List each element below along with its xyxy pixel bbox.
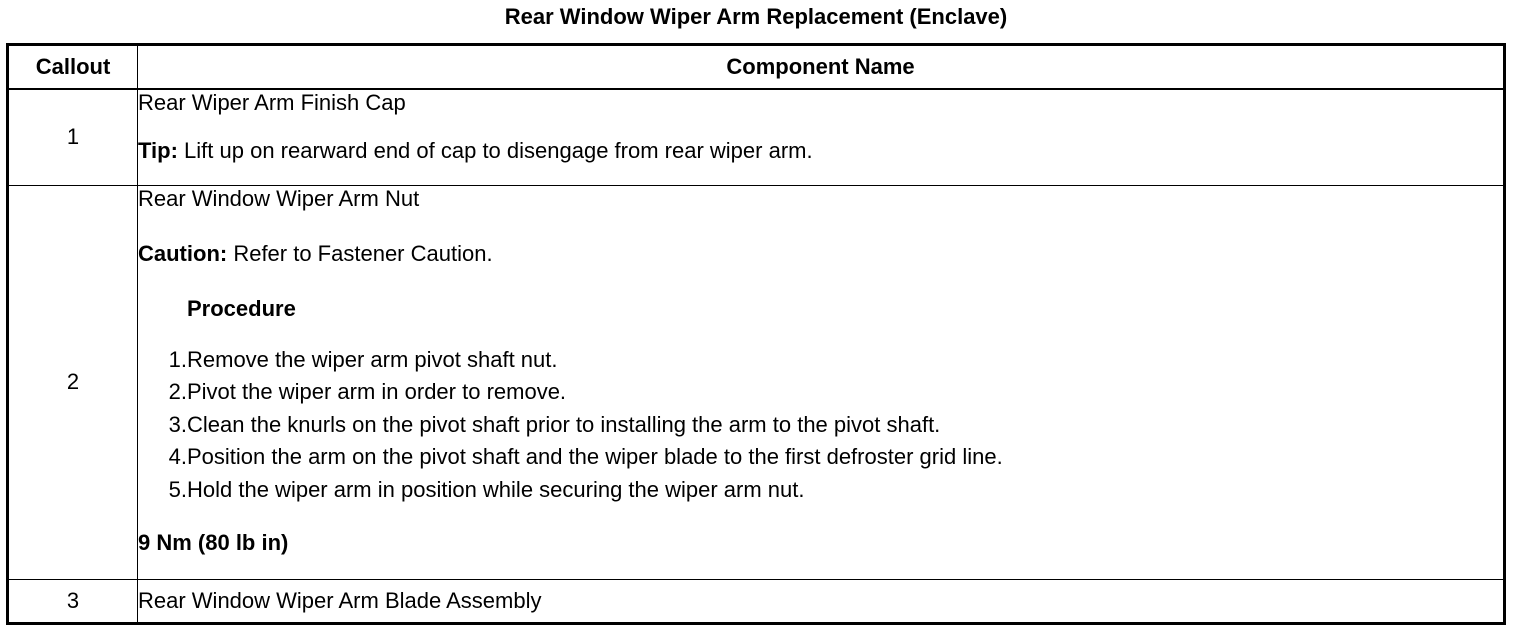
torque-spec: 9 Nm (80 lb in) bbox=[138, 530, 289, 555]
table-header-row bbox=[8, 45, 1505, 90]
step-number: 3. bbox=[168, 411, 187, 437]
component-cell bbox=[138, 579, 1505, 623]
procedure-heading: Procedure bbox=[187, 295, 296, 321]
step-number: 4. bbox=[168, 444, 187, 469]
component-name-column-header: Component Name bbox=[138, 45, 1505, 90]
tip-note bbox=[138, 138, 1503, 164]
step-text: Position the arm on the pivot shaft and the wiper blade to the first defroster grid line. bbox=[187, 444, 1003, 469]
step-text: Hold the wiper arm in position while securing the wiper arm nut. bbox=[187, 476, 805, 502]
step-text: Clean the knurls on the pivot shaft prior to installing the arm to the pivot shaft. bbox=[187, 411, 941, 437]
caution-text: Refer to Fastener Caution. bbox=[227, 240, 493, 266]
caution-note bbox=[138, 241, 1503, 267]
component-name: Rear Window Wiper Arm Blade Assembly bbox=[138, 587, 542, 613]
document-title: Rear Window Wiper Arm Replacement (Enclave) bbox=[504, 4, 1008, 29]
table-row bbox=[8, 579, 1505, 623]
callout-number: 3 bbox=[8, 579, 138, 623]
component-name: Rear Wiper Arm Finish Cap bbox=[138, 90, 406, 115]
procedure-steps bbox=[138, 344, 1503, 507]
callout-column-header: Callout bbox=[8, 45, 138, 90]
component-cell bbox=[138, 89, 1505, 185]
list-item bbox=[138, 441, 1503, 474]
callout-number: 1 bbox=[8, 89, 138, 185]
component-cell bbox=[138, 185, 1505, 579]
table-row bbox=[8, 89, 1505, 185]
step-number: 2. bbox=[168, 379, 187, 404]
tip-label: Tip: bbox=[138, 138, 178, 163]
list-item bbox=[138, 474, 1503, 507]
step-text: Pivot the wiper arm in order to remove. bbox=[187, 379, 567, 404]
list-item bbox=[138, 376, 1503, 409]
callout-number: 2 bbox=[8, 185, 138, 579]
step-number: 5. bbox=[168, 476, 187, 502]
component-table bbox=[6, 43, 1506, 625]
list-item bbox=[138, 344, 1503, 377]
step-text: Remove the wiper arm pivot shaft nut. bbox=[187, 346, 558, 372]
caution-label: Caution: bbox=[138, 240, 228, 266]
list-item bbox=[138, 409, 1503, 442]
table-row bbox=[8, 185, 1505, 579]
component-name: Rear Window Wiper Arm Nut bbox=[138, 185, 420, 211]
step-number: 1. bbox=[168, 346, 187, 372]
tip-text: Lift up on rearward end of cap to disengage from rear wiper arm. bbox=[177, 138, 813, 163]
